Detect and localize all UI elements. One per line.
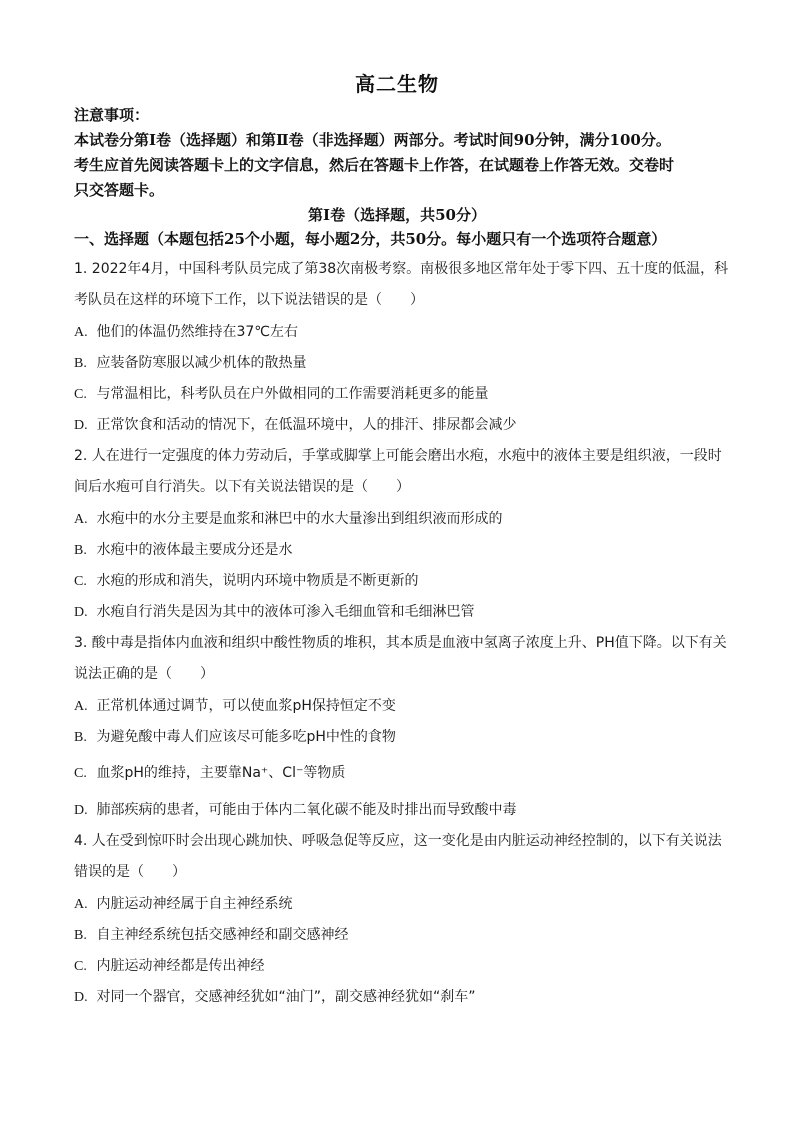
option-key: A. [74,512,88,527]
option-text: 正常机体通过调节，可以使血浆pH保持恒定不变 [96,698,396,714]
option-text: 与常温相比，科考队员在户外做相同的工作需要消耗更多的能量 [96,386,489,402]
option-text: 水疱中的水分主要是血浆和淋巴中的水大量渗出到组织液而形成的 [96,511,503,527]
notice-line: 本试卷分第Ⅰ卷（选择题）和第Ⅱ卷（非选择题）两部分。考试时间90分钟，满分100分。 [74,131,671,149]
question-4-option-a [74,893,292,913]
option-key: D. [74,418,88,433]
option-text: 正常饮食和活动的情况下，在低温环境中，人的排汗、排尿都会减少 [96,417,517,433]
question-2-option-c [74,570,418,590]
option-key: C. [74,574,87,589]
option-text: 水疱的形成和消失，说明内环境中物质是不断更新的 [96,573,419,589]
option-key: C. [74,766,87,781]
question-4-option-c [74,955,264,975]
option-text: 内脏运动神经属于自主神经系统 [96,896,293,912]
question-2-option-a [74,508,502,528]
notice-line: 只交答题卡。 [74,181,165,199]
option-text: 肺部疾病的患者，可能由于体内二氧化碳不能及时排出而导致酸中毒 [96,802,517,818]
option-key: C. [74,387,87,402]
question-1-option-a [74,321,298,341]
notice-heading: 注意事项： [74,106,150,124]
question-4-stem: 错误的是（ ） [74,864,186,880]
option-text: 血浆pH的维持，主要靠Na⁺、Cl⁻等物质 [96,765,346,781]
question-3-stem: 3. 酸中毒是指体内血液和组织中酸性物质的堆积，其本质是血液中氢离子浓度上升、PH值下降。以下有关 [74,635,727,651]
option-key: A. [74,699,88,714]
option-key: D. [74,803,88,818]
question-2-option-b [74,539,292,559]
question-1-stem: 考队员在这样的环境下工作，以下说法错误的是（ ） [74,292,424,308]
option-text: 对同一个器官，交感神经犹如“油门”，副交感神经犹如“刹车” [96,989,476,1005]
option-text: 自主神经系统包括交感神经和副交感神经 [96,927,349,943]
page-title: 高二生物 [355,72,439,96]
question-3-option-d [74,799,516,819]
notice-line: 考生应首先阅读答题卡上的文字信息，然后在答题卡上作答，在试题卷上作答无效。交卷时 [74,156,675,174]
question-4-stem: 4. 人在受到惊吓时会出现心跳加快、呼吸急促等反应，这一变化是由内脏运动神经控制的，以下有关说法 [74,833,722,849]
option-key: D. [74,990,88,1005]
option-key: A. [74,897,88,912]
question-4-option-b [74,924,348,944]
question-1-option-b [74,352,306,372]
option-key: B. [74,928,87,943]
question-3-stem: 说法正确的是（ ） [74,666,214,682]
question-2-stem: 间后水疱可自行消失。以下有关说法错误的是（ ） [74,479,410,495]
option-key: B. [74,543,87,558]
option-key: A. [74,325,88,340]
option-text: 内脏运动神经都是传出神经 [96,958,265,974]
part-heading: 一、选择题（本题包括25个小题，每小题2分，共50分。每小题只有一个选项符合题意） [74,230,667,248]
question-2-option-d [74,601,474,621]
option-text: 为避免酸中毒人们应该尽可能多吃pH中性的食物 [96,729,396,745]
question-3-option-c [74,762,345,782]
question-1-stem: 1. 2022年4月，中国科考队员完成了第38次南极考察。南极很多地区常年处于零下四、五十度的低温，科 [74,261,729,277]
question-1-option-d [74,414,516,434]
option-text: 应装备防寒服以减少机体的散热量 [96,355,307,371]
option-key: D. [74,605,88,620]
option-text: 水疱中的液体最主要成分还是水 [96,542,293,558]
question-3-option-b [74,726,396,746]
question-2-stem: 2. 人在进行一定强度的体力劳动后，手掌或脚掌上可能会磨出水疱，水疱中的液体主要是组织液，一段时 [74,448,722,464]
option-key: C. [74,959,87,974]
option-text: 他们的体温仍然维持在37℃左右 [96,324,298,340]
section-heading: 第Ⅰ卷（选择题，共50分） [308,206,486,224]
option-key: B. [74,356,87,371]
option-text: 水疱自行消失是因为其中的液体可渗入毛细血管和毛细淋巴管 [96,604,475,620]
question-4-option-d [74,986,475,1006]
option-key: B. [74,730,87,745]
question-1-option-c [74,383,488,403]
question-3-option-a [74,695,396,715]
